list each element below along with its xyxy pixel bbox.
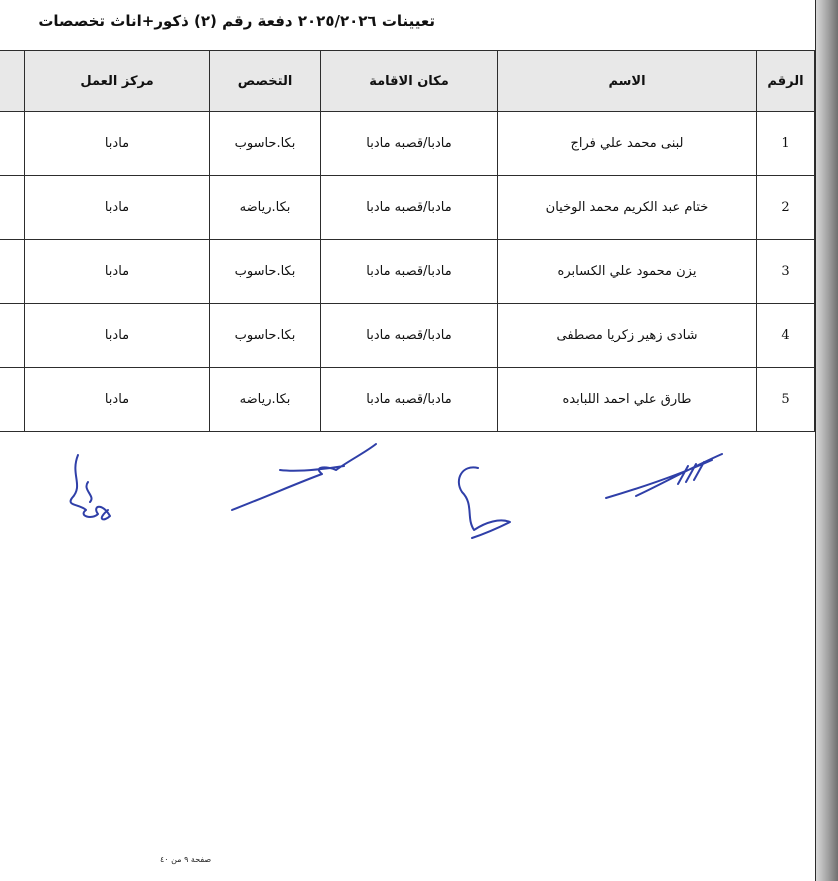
signature-2: [232, 444, 376, 510]
cell-number: 2: [757, 176, 815, 240]
appointments-table: [0, 50, 815, 432]
cell-specialization: بكا.حاسوب: [210, 112, 321, 176]
cell-name: طارق علي احمد اللبابده: [498, 368, 757, 432]
table-row: [0, 112, 815, 176]
cell-name: يزن محمود علي الكسابره: [498, 240, 757, 304]
cell-number: 5: [757, 368, 815, 432]
cell-specialization: بكا.حاسوب: [210, 304, 321, 368]
table-header-row: [0, 51, 815, 112]
table-row: [0, 176, 815, 240]
table-row: [0, 368, 815, 432]
cell-specialization: بكا.رياضه: [210, 176, 321, 240]
cell-extra: [0, 112, 25, 176]
signatures-area: [0, 430, 800, 560]
header-residence: مكان الاقامة: [321, 51, 498, 112]
cell-number: 4: [757, 304, 815, 368]
header-extra-column: [0, 51, 25, 112]
header-work-center: مركز العمل: [25, 51, 210, 112]
page-edge-shadow: [816, 0, 838, 881]
page-number: صفحة ٩ من ٤٠: [160, 855, 212, 864]
cell-work-center: مادبا: [25, 368, 210, 432]
cell-specialization: بكا.رياضه: [210, 368, 321, 432]
cell-extra: [0, 240, 25, 304]
signature-4: [606, 454, 722, 498]
cell-residence: مادبا/قصبه مادبا: [321, 240, 498, 304]
cell-specialization: بكا.حاسوب: [210, 240, 321, 304]
header-name: الاسم: [498, 51, 757, 112]
header-number: الرقم: [757, 51, 815, 112]
cell-residence: مادبا/قصبه مادبا: [321, 176, 498, 240]
cell-residence: مادبا/قصبه مادبا: [321, 112, 498, 176]
cell-work-center: مادبا: [25, 304, 210, 368]
cell-work-center: مادبا: [25, 112, 210, 176]
cell-work-center: مادبا: [25, 240, 210, 304]
cell-number: 1: [757, 112, 815, 176]
cell-work-center: مادبا: [25, 176, 210, 240]
cell-name: شادى زهير زكريا مصطفى: [498, 304, 757, 368]
page-title: تعيينات ٢٠٢٥/٢٠٢٦ دفعة رقم (٢) ذكور+اناث تخصصات: [38, 12, 435, 30]
signature-1: [71, 455, 110, 519]
signature-3: [459, 467, 510, 538]
table-row: [0, 240, 815, 304]
cell-extra: [0, 368, 25, 432]
cell-residence: مادبا/قصبه مادبا: [321, 304, 498, 368]
cell-name: لبنى محمد علي فراج: [498, 112, 757, 176]
cell-extra: [0, 304, 25, 368]
cell-extra: [0, 176, 25, 240]
cell-number: 3: [757, 240, 815, 304]
header-specialization: التخصص: [210, 51, 321, 112]
cell-residence: مادبا/قصبه مادبا: [321, 368, 498, 432]
table-row: [0, 304, 815, 368]
page-edge-line: [815, 0, 816, 881]
cell-name: ختام عبد الكريم محمد الوخيان: [498, 176, 757, 240]
